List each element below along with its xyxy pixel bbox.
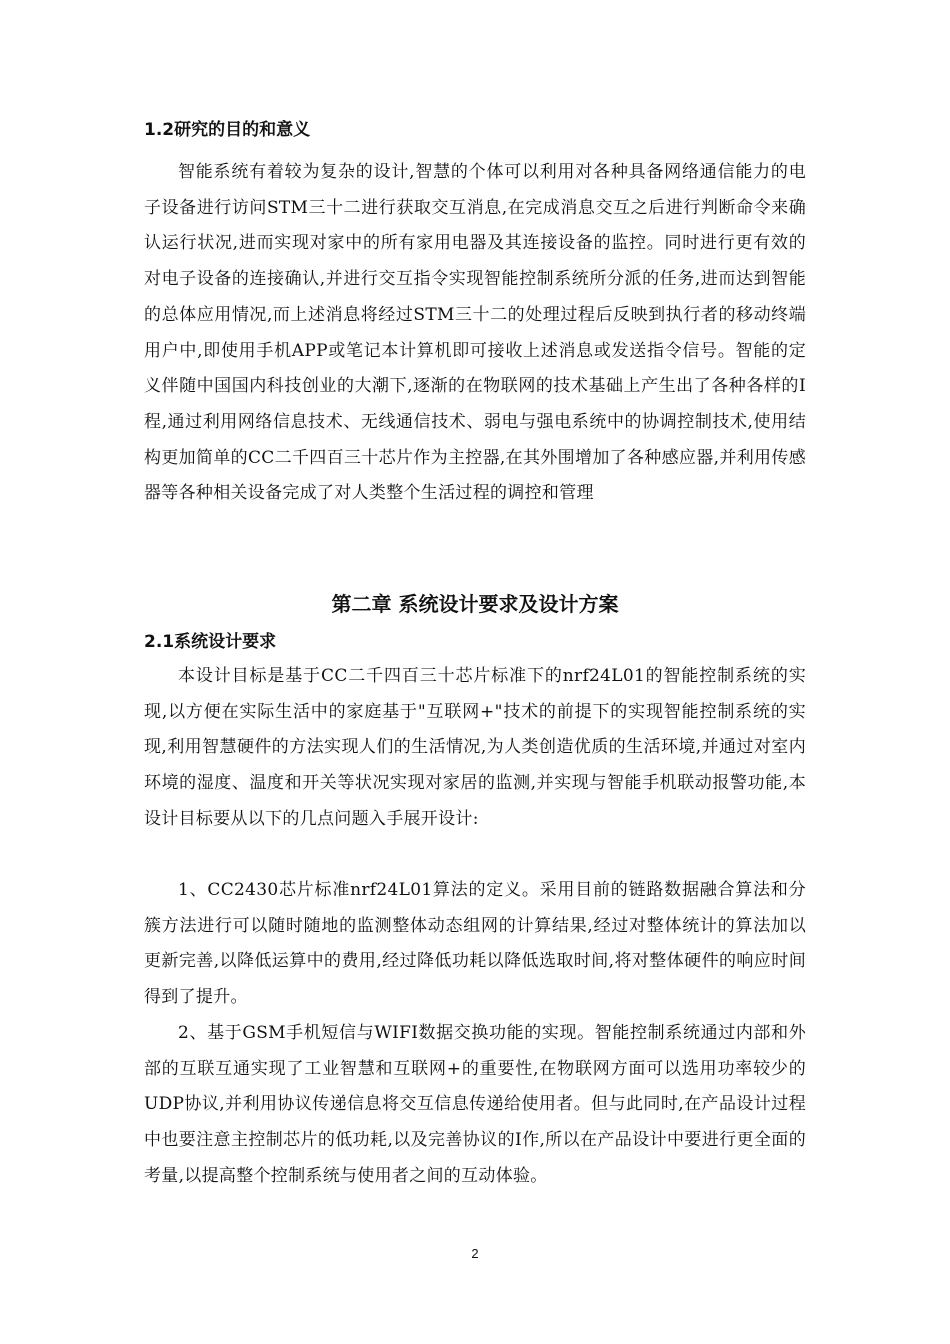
page-number: 2	[471, 1246, 479, 1261]
paragraph-design-goal: 本设计目标是基于CC二千四百三十芯片标准下的nrf24L01的智能控制系统的实现,以方便在实际生活中的家庭基于"互联网+"技术的前提下的实现智能控制系统的实现,利用智慧硬件的方法实现人们的生活情况,为人类创造优质的生活环境,并通过对室内环境的湿度、温度和开关等状况实现对家居的监测,并实现与智能手机联动报警功能,本设计目标要从以下的几点问题入手展开设计:	[144, 666, 806, 829]
paragraph-item-2: 2、基于GSM手机短信与WIFI数据交换功能的实现。智能控制系统通过内部和外部的互联互通实现了工业智慧和互联网+的重要性,在物联网方面可以选用功率较少的UDP协议,并利用协议传递信息将交互信息传递给使用者。但与此同时,在产品设计过程中也要注意主控制芯片的低功耗,以及完善协议的I作,所以在产品设计中要进行更全面的考量,以提高整个控制系统与使用者之间的互动体验。	[144, 1023, 806, 1186]
chapter-title: 第二章 系统设计要求及设计方案	[331, 592, 619, 616]
paragraph-purpose: 智能系统有着较为复杂的设计,智慧的个体可以利用对各种具备网络通信能力的电子设备进行访问STM三十二进行获取交互消息,在完成消息交互之后进行判断命令来确认运行状况,进而实现对家中的所有家用电器及其连接设备的监控。同时进行更有效的对电子设备的连接确认,并进行交互指令实现智能控制系统所分派的任务,进而达到智能的总体应用情况,而上述消息将经过STM三十二的处理过程后反映到执行者的移动终端用户中,即使用手机APP或笔记本计算机即可接收上述消息或发送指令信号。智能的定义伴随中国国内科技创业的大潮下,逐渐的在物联网的技术基础上产生出了各种各样的I程,通过利用网络信息技术、无线通信技术、弱电与强电系统中的协调控制技术,使用结构更加简单的CC二千四百三十芯片作为主控器,在其外围增加了各种感应器,并利用传感器等各种相关设备完成了对人类整个生活过程的调控和管理	[144, 162, 806, 504]
paragraph-item-1: 1、CC2430芯片标准nrf24L01算法的定义。采用目前的链路数据融合算法和分簇方法进行可以随时随地的监测整体动态组网的计算结果,经过对整体统计的算法加以更新完善,以降低运算中的费用,经过降低功耗以降低选取时间,将对整体硬件的响应时间得到了提升。	[144, 880, 806, 1008]
section-heading-2-1: 2.1系统设计要求	[144, 632, 277, 652]
section-heading-1-2: 1.2研究的目的和意义	[144, 120, 311, 140]
